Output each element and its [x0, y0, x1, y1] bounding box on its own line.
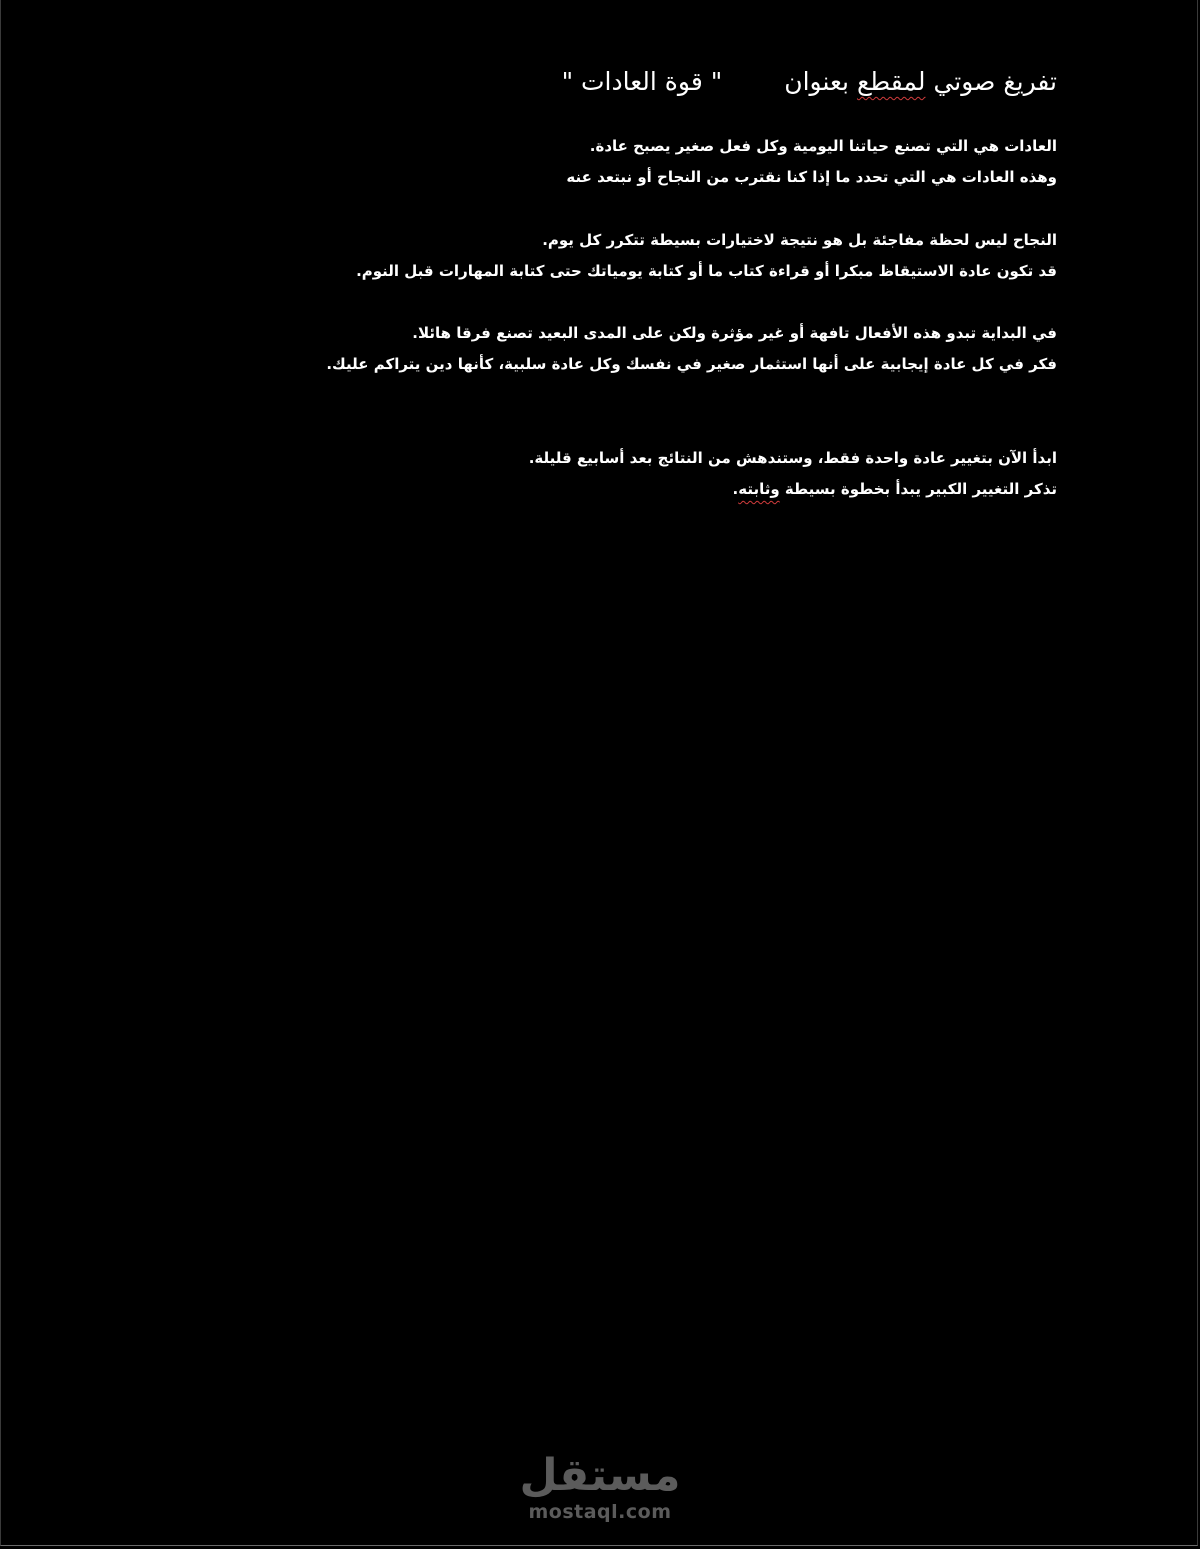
paragraph-3 — [326, 318, 1057, 380]
title-part-1: تفريغ صوتي — [925, 67, 1057, 96]
title-part-3: بعنوان — [784, 67, 857, 96]
watermark-domain: mostaql.com — [528, 1501, 672, 1523]
paragraph-1 — [566, 131, 1057, 193]
paragraph-line-final — [529, 474, 1057, 505]
title-quoted-subject: " قوة العادات " — [561, 67, 723, 96]
paragraph-line: النجاح ليس لحظة مفاجئة بل هو نتيجة لاختيارات بسيطة تتكرر كل يوم. — [542, 231, 1057, 249]
paragraph-line: ابدأ الآن بتغيير عادة واحدة فقط، وستندهش من النتائج بعد أسابيع قليلة. — [528, 449, 1057, 467]
document-title — [562, 62, 1057, 102]
paragraph-4 — [529, 443, 1057, 505]
paragraph-line: قد تكون عادة الاستيقاظ مبكرا أو قراءة كتاب ما أو كتابة يومياتك حتى كتابة المهارات قبل النوم. — [356, 262, 1057, 280]
paragraph-2 — [356, 225, 1057, 287]
final-line-text: تذكر التغيير الكبير يبدأ بخطوة بسيطة — [779, 480, 1057, 498]
watermark-logo: مستقل — [519, 1450, 681, 1501]
title-misspelled-word: لمقطع — [856, 67, 926, 96]
paragraph-line: في البداية تبدو هذه الأفعال تافهة أو غير مؤثرة ولكن على المدى البعيد تصنع فرقا هائلا. — [412, 324, 1057, 342]
paragraph-line: فكر في كل عادة إيجابية على أنها استثمار صغير في نفسك وكل عادة سلبية، كأنها دين يتراكم عليك. — [326, 355, 1057, 373]
paragraph-line: وهذه العادات هي التي تحدد ما إذا كنا نقترب من النجاح أو نبتعد عنه — [566, 168, 1057, 186]
final-punctuation: . — [732, 480, 739, 498]
paragraph-line: العادات هي التي تصنع حياتنا اليومية وكل فعل صغير يصبح عادة. — [589, 137, 1057, 155]
mostaql-watermark — [1, 1452, 1199, 1524]
misspelled-word: وثابته — [738, 480, 780, 498]
